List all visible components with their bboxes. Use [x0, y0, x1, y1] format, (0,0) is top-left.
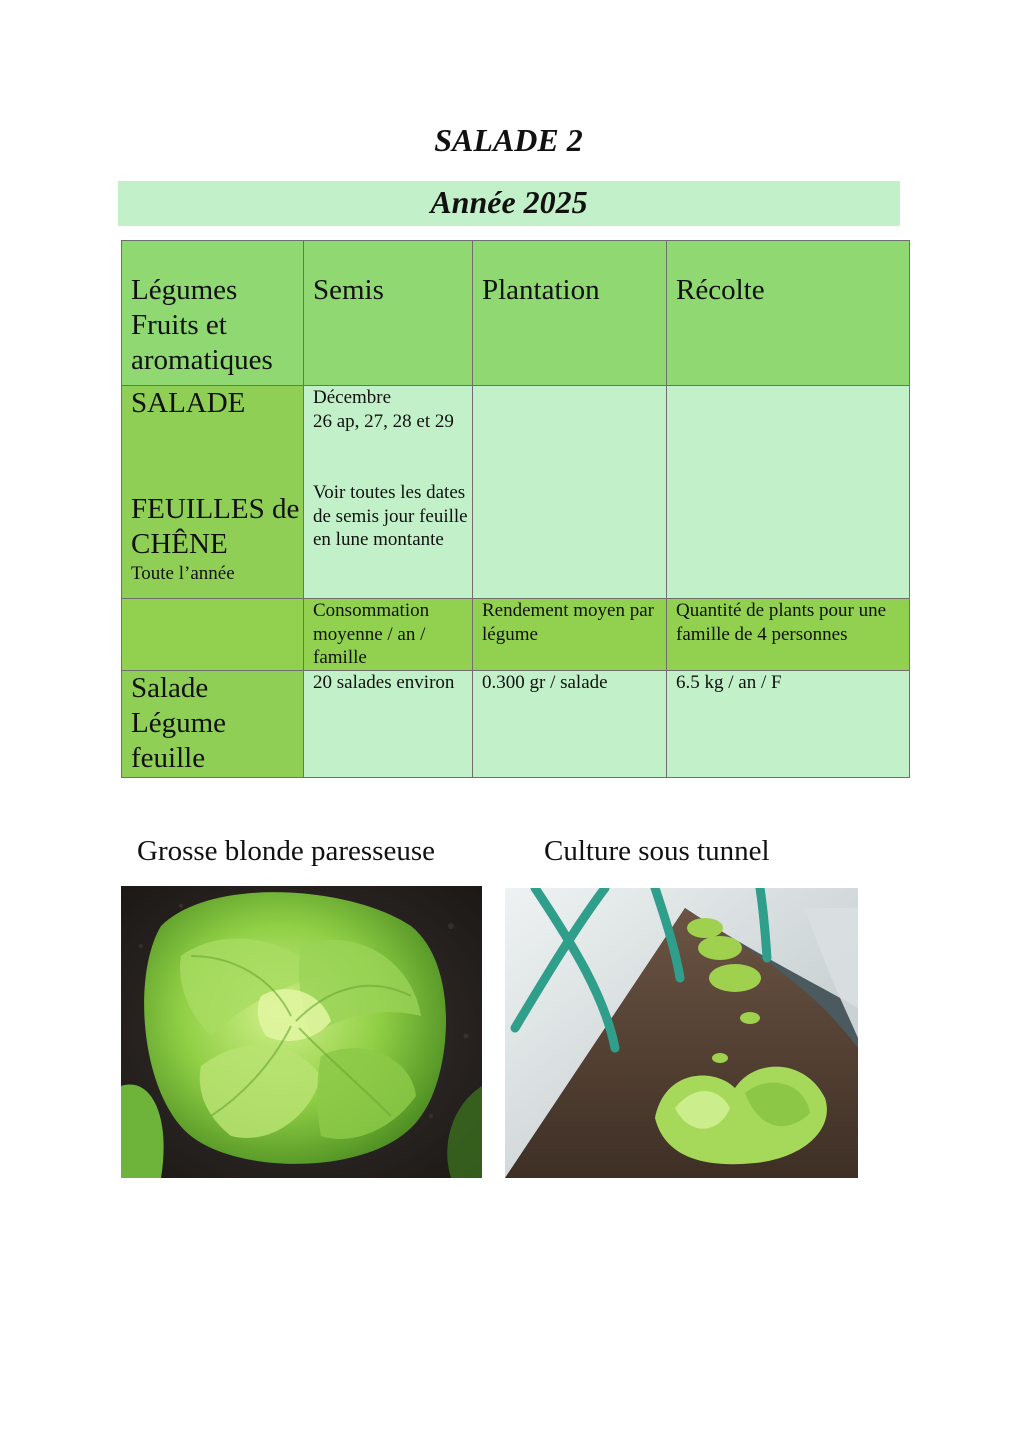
- photo-caption-right: Culture sous tunnel: [544, 835, 770, 867]
- semis-cell: [304, 386, 473, 599]
- table-subheader-row: [122, 599, 910, 671]
- semis-note: Voir toutes les dates de semis jour feuille en lune montante: [313, 482, 468, 550]
- header-plantation: Plantation: [473, 241, 667, 386]
- vegetable-variety: FEUILLES de CHÊNE: [131, 493, 300, 560]
- vegetable-type-cell: Salade Légume feuille: [122, 670, 304, 777]
- rendement-cell: 0.300 gr / salade: [473, 670, 667, 777]
- subheader-consommation: Consommation moyenne / an / famille: [304, 599, 473, 671]
- quantite-cell: 6.5 kg / an / F: [667, 670, 910, 777]
- recolte-cell: [667, 386, 910, 599]
- semis-month: Décembre: [313, 387, 392, 408]
- header-semis: Semis: [304, 241, 473, 386]
- consommation-cell: 20 salades environ: [304, 670, 473, 777]
- header-vegetables: Légumes Fruits et aromatiques: [122, 241, 304, 386]
- year-banner: Année 2025: [118, 181, 900, 226]
- tunnel-photo: [505, 888, 858, 1178]
- table-row: [122, 670, 910, 777]
- table-row: [122, 386, 910, 599]
- page-title: SALADE 2: [434, 122, 583, 158]
- vegetable-name: SALADE: [131, 387, 246, 419]
- photo-caption-left: Grosse blonde paresseuse: [137, 835, 435, 867]
- calendar-table: [121, 240, 910, 778]
- vegetable-season: Toute l’année: [131, 563, 235, 584]
- subheader-quantite: Quantité de plants pour une famille de 4 personnes: [667, 599, 910, 671]
- lettuce-photo: [121, 886, 482, 1178]
- table-header-row: [122, 241, 910, 386]
- subheader-rendement: Rendement moyen par légume: [473, 599, 667, 671]
- plantation-cell: [473, 386, 667, 599]
- vegetable-name-cell: [122, 386, 304, 599]
- header-recolte: Récolte: [667, 241, 910, 386]
- semis-dates: 26 ap, 27, 28 et 29: [313, 410, 454, 432]
- subheader-empty: [122, 599, 304, 671]
